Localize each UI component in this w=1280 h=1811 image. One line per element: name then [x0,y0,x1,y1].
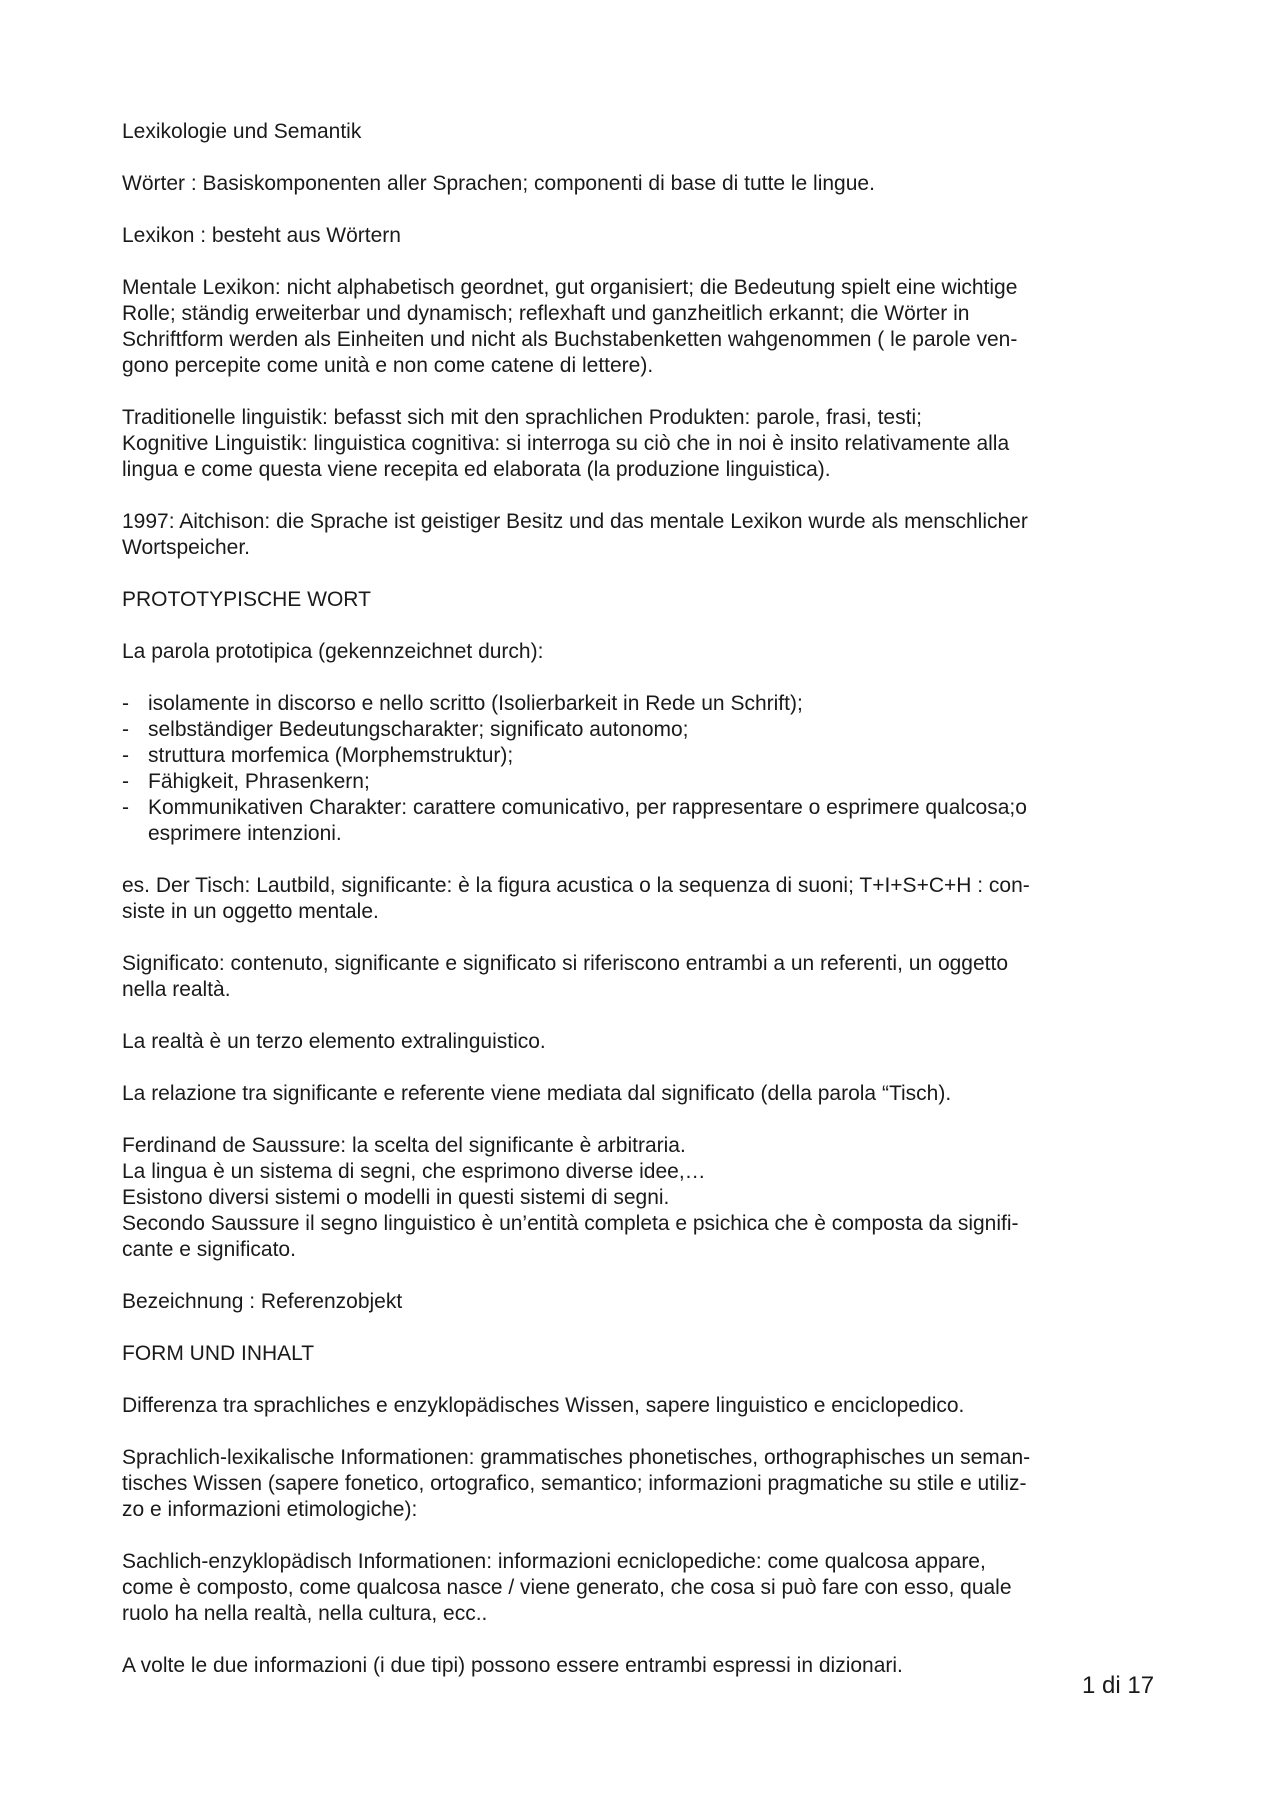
text-line: es. Der Tisch: Lautbild, significante: è la figura acustica o la sequenza di suoni; T+I+S+C+H : con- [122,874,1030,897]
list-item-text: Kommunikativen Charakter: carattere comunicativo, per rappresentare o esprimere qualcosa;o [148,796,1027,819]
text-line: Kognitive Linguistik: linguistica cognitiva: si interroga su ciò che in noi è insito relativamente alla [122,432,1010,455]
list-item [122,717,1162,743]
paragraph-linguistik [122,405,1162,483]
text-line: come è composto, come qualcosa nasce / viene generato, che cosa si può fare con esso, quale [122,1576,1012,1599]
list-item [122,795,1162,847]
paragraph-a-volte: A volte le due informazioni (i due tipi) possono essere entrambi espressi in dizionari. [122,1654,903,1677]
paragraph-sprachlich [122,1445,1162,1523]
list-item-text: Fähigkeit, Phrasenkern; [148,770,370,793]
bullet-dash: - [122,718,129,741]
list-item [122,743,1162,769]
paragraph-parola-prototipica: La parola prototipica (gekennzeichnet durch): [122,640,544,663]
text-line: La lingua è un sistema di segni, che esprimono diverse idee,… [122,1160,706,1183]
text-line: gono percepite come unità e non come catene di lettere). [122,354,654,377]
section-heading-form: FORM UND INHALT [122,1342,315,1365]
text-line: ruolo ha nella realtà, nella cultura, ecc.. [122,1602,488,1625]
list-item [122,769,1162,795]
text-line: lingua e come questa viene recepita ed elaborata (la produzione linguistica). [122,458,831,481]
text-line: zo e informazioni etimologiche): [122,1498,418,1521]
list-item-text: struttura morfemica (Morphemstruktur); [148,744,514,767]
paragraph-relazione: La relazione tra significante e referente viene mediata dal significato (della parola “Tisch). [122,1082,952,1105]
text-line: Schriftform werden als Einheiten und nicht als Buchstabenketten wahgenommen ( le parole ven- [122,328,1018,351]
paragraph-mentale-lexikon [122,275,1162,379]
list-item-text: isolamente in discorso e nello scritto (Isolierbarkeit in Rede un Schrift); [148,692,803,715]
text-line: Mentale Lexikon: nicht alphabetisch geordnet, gut organisiert; die Bedeutung spielt eine wichtige [122,276,1018,299]
text-line: Sprachlich-lexikalische Informationen: grammatisches phonetisches, orthographisches un seman- [122,1446,1031,1469]
list-item-text: selbständiger Bedeutungscharakter; significato autonomo; [148,718,689,741]
text-line: Wortspeicher. [122,536,250,559]
document-body [122,119,1162,1705]
paragraph-realta: La realtà è un terzo elemento extralinguistico. [122,1030,546,1053]
paragraph-saussure [122,1133,1162,1263]
text-line: tisches Wissen (sapere fonetico, ortografico, semantico; informazioni pragmatiche su stile e utiliz- [122,1472,1027,1495]
paragraph-tisch [122,873,1162,925]
text-line: Secondo Saussure il segno linguistico è un’entità completa e psichica che è composta da signifi- [122,1212,1019,1235]
text-line: Sachlich-enzyklopädisch Informationen: informazioni ecniclopediche: come qualcosa appare, [122,1550,986,1573]
text-line: 1997: Aitchison: die Sprache ist geistiger Besitz und das mentale Lexikon wurde als menschlicher [122,510,1028,533]
text-line: cante e significato. [122,1238,296,1261]
list-item [122,691,1162,717]
bullet-dash: - [122,770,129,793]
text-line: Ferdinand de Saussure: la scelta del significante è arbitraria. [122,1134,686,1157]
bullet-dash: - [122,796,129,819]
bullet-dash: - [122,692,129,715]
section-heading-prototyp: PROTOTYPISCHE WORT [122,588,371,611]
text-line: Significato: contenuto, significante e significato si riferiscono entrambi a un referenti, un oggetto [122,952,1009,975]
text-line: nella realtà. [122,978,231,1001]
list-item-continuation: esprimere intenzioni. [148,822,342,845]
text-line: siste in un oggetto mentale. [122,900,379,923]
paragraph-aitchison [122,509,1162,561]
paragraph-woerter: Wörter : Basiskomponenten aller Sprachen; componenti di base di tutte le lingue. [122,172,875,195]
paragraph-sachlich [122,1549,1162,1627]
text-line: Traditionelle linguistik: befasst sich mit den sprachlichen Produkten: parole, frasi, testi; [122,406,922,429]
document-title: Lexikologie und Semantik [122,120,362,143]
bullet-list [122,691,1162,847]
text-line: Rolle; ständig erweiterbar und dynamisch; reflexhaft und ganzheitlich erkannt; die Wörter in [122,302,970,325]
text-line: Esistono diversi sistemi o modelli in questi sistemi di segni. [122,1186,670,1209]
paragraph-lexikon: Lexikon : besteht aus Wörtern [122,224,401,247]
bullet-dash: - [122,744,129,767]
paragraph-bezeichnung: Bezeichnung : Referenzobjekt [122,1290,403,1313]
paragraph-significato [122,951,1162,1003]
paragraph-differenza: Differenza tra sprachliches e enzyklopädisches Wissen, sapere linguistico e enciclopedico. [122,1394,965,1417]
page-number: 1 di 17 [1082,1672,1155,1699]
